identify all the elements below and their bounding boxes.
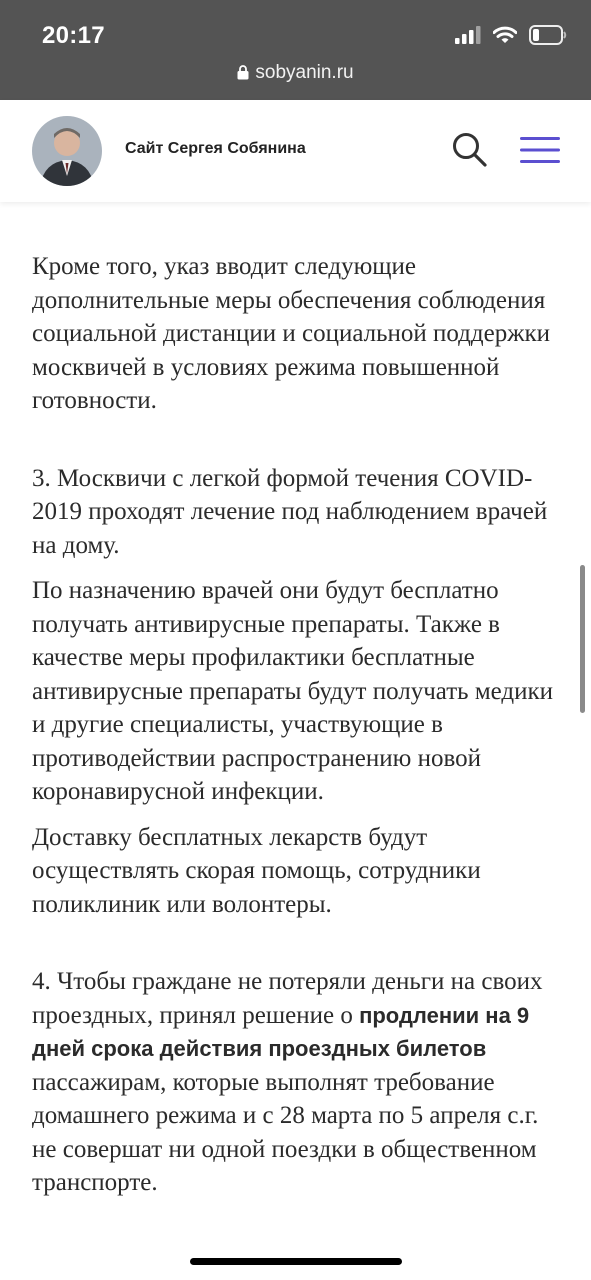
site-header — [0, 100, 591, 202]
article-paragraph: По назначению врачей они будут бесплатно получать антивирусные препараты. Также в качестве меры профилактики бесплатные антивирусные препараты будут получать медики и другие специалисты, участвующие в противодействии распространению новой коронавирусной инфекции. — [32, 577, 554, 805]
hamburger-menu-icon — [518, 132, 562, 168]
article-paragraph: Доставку бесплатных лекарств будут осуществлять скорая помощь, сотрудники поликлиник или волонтеры. — [32, 823, 481, 918]
status-bar — [0, 0, 591, 100]
url-text: sobyanin.ru — [255, 62, 354, 83]
item-4-text-end: пассажирам, которые выполнят требование домашнего режима и с 28 марта по 5 апреля с.г. не совершат ни одной поездки в общественном транспорте. — [32, 1068, 539, 1196]
site-title[interactable]: Сайт Сергея Собянина — [125, 140, 306, 157]
lock-icon — [237, 65, 249, 80]
menu-button[interactable] — [518, 132, 562, 168]
signal-icon — [455, 26, 481, 49]
avatar[interactable] — [32, 116, 102, 186]
article-item-4 — [32, 965, 562, 1200]
battery-icon — [529, 25, 567, 50]
item-4-bold-text: продлении на 9 дней срока действия проездных билетов — [32, 1002, 530, 1061]
article-paragraph-intro: Кроме того, указ вводит следующие дополнительные меры обеспечения соблюдения социальной дистанции и социальной поддержки москвичей в условиях режима повышенной готовности. — [32, 253, 551, 414]
url-bar[interactable] — [0, 62, 591, 84]
scroll-indicator[interactable] — [580, 565, 585, 713]
item-4-text-start: 4. Чтобы граждане не потеряли деньги на своих проездных, принял решение о — [32, 968, 543, 1029]
home-indicator[interactable] — [190, 1258, 402, 1265]
status-time: 20:17 — [42, 22, 105, 49]
article-item-3-lead: 3. Москвичи с легкой формой течения COVID-2019 проходят лечение под наблюдением врачей на дому. — [32, 464, 548, 559]
article-body — [32, 250, 562, 1200]
search-button[interactable] — [450, 130, 490, 170]
search-icon — [450, 130, 490, 170]
wifi-icon — [493, 26, 517, 49]
status-icons — [455, 24, 567, 50]
